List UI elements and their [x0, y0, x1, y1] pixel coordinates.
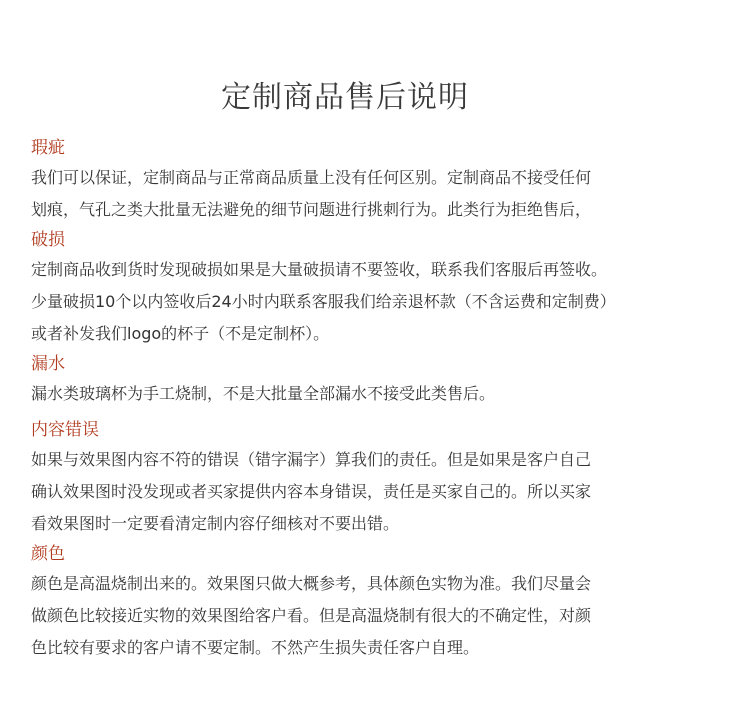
body-line: 划痕，气孔之类大批量无法避免的细节问题进行挑刺行为。此类行为拒绝售后， [31, 200, 592, 219]
body-line: 做颜色比较接近实物的效果图给客户看。但是高温烧制有很大的不确定性，对颜 [31, 606, 592, 625]
section-flaw [31, 134, 721, 226]
section-heading: 漏水 [31, 354, 65, 374]
body-line: 我们可以保证，定制商品与正常商品质量上没有任何区别。定制商品不接受任何 [31, 168, 592, 187]
body-line: 确认效果图时没发现或者买家提供内容本身错误，责任是买家自己的。所以买家 [31, 482, 592, 501]
page-title: 定制商品售后说明 [221, 80, 469, 115]
section-heading: 瑕疵 [31, 138, 65, 158]
body-line: 颜色是高温烧制出来的。效果图只做大概参考，具体颜色实物为准。我们尽量会 [31, 574, 592, 593]
document-body [31, 134, 721, 664]
body-line: 色比较有要求的客户请不要定制。不然产生损失责任客户自理。 [31, 638, 480, 657]
section-heading: 颜色 [31, 544, 65, 564]
section-leak [31, 350, 721, 410]
body-line: 或者补发我们logo的杯子（不是定制杯）。 [31, 324, 330, 343]
body-line: 定制商品收到货时发现破损如果是大量破损请不要签收，联系我们客服后再签收。 [31, 260, 608, 279]
body-line: 漏水类玻璃杯为手工烧制，不是大批量全部漏水不接受此类售后。 [31, 384, 496, 403]
section-damage [31, 226, 721, 350]
body-line: 看效果图时一定要看清定制内容仔细核对不要出错。 [31, 514, 400, 533]
section-content-error [31, 416, 721, 540]
body-line: 少量破损10个以内签收后24小时内联系客服我们给亲退杯款（不含运费和定制费） [31, 292, 616, 311]
section-heading: 内容错误 [31, 420, 99, 440]
body-line: 如果与效果图内容不符的错误（错字漏字）算我们的责任。但是如果是客户自己 [31, 450, 592, 469]
section-heading: 破损 [31, 230, 65, 250]
section-color [31, 540, 721, 664]
